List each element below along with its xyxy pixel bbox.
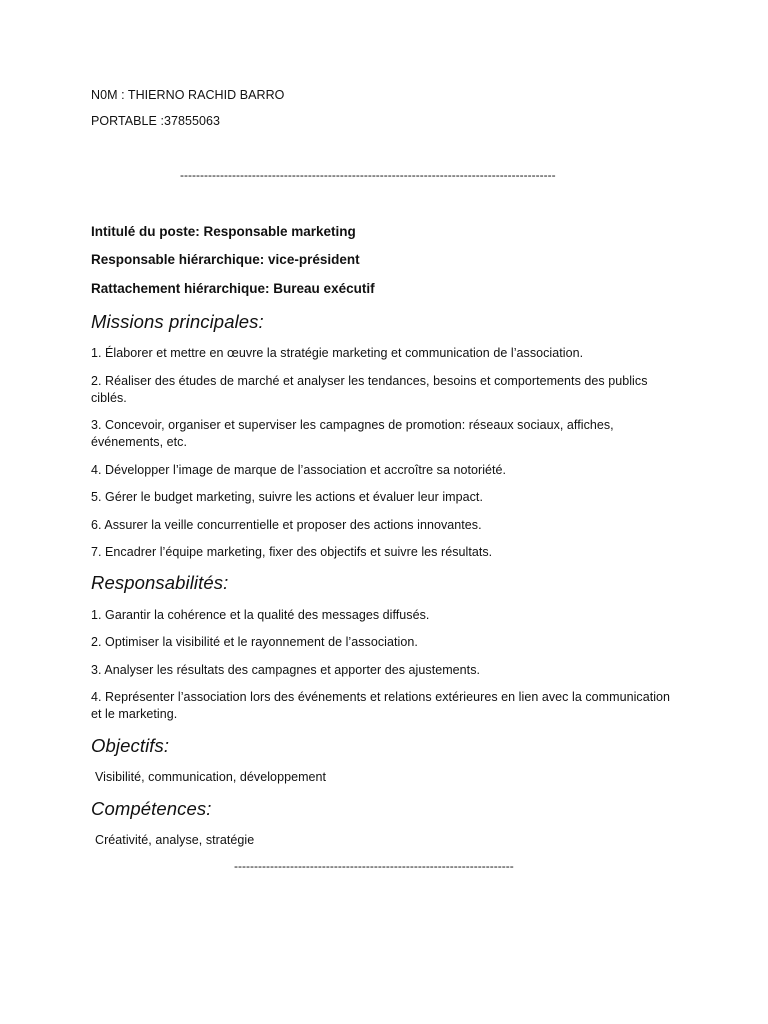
responsibility-item-4: 4. Représenter l’association lors des événements et relations extérieures en lien avec la communication et le marketing.: [91, 690, 671, 721]
separator-top: ----------------------------------------------------------------------------------------------: [180, 168, 556, 182]
objectives-text: Visibilité, communication, développement: [95, 770, 327, 784]
responsibility-item-3: 3. Analyser les résultats des campagnes et apporter des ajustements.: [91, 663, 481, 677]
missions-heading: Missions principales:: [91, 311, 264, 332]
mission-item-5: 5. Gérer le budget marketing, suivre les actions et évaluer leur impact.: [91, 490, 483, 504]
name-line: N0M : THIERNO RACHID BARRO: [91, 88, 285, 102]
job-title-line: Intitulé du poste: Responsable marketing: [91, 224, 356, 239]
manager-line: Responsable hiérarchique: vice-président: [91, 252, 360, 267]
mission-item-7: 7. Encadrer l’équipe marketing, fixer des objectifs et suivre les résultats.: [91, 545, 493, 559]
responsibility-item-2: 2. Optimiser la visibilité et le rayonnement de l’association.: [91, 635, 418, 649]
phone-line: PORTABLE :37855063: [91, 114, 220, 128]
skills-text: Créativité, analyse, stratégie: [95, 833, 255, 847]
objectives-heading: Objectifs:: [91, 735, 170, 756]
mission-item-3: 3. Concevoir, organiser et superviser les campagnes de promotion: réseaux sociaux, affiches, événements, etc.: [91, 418, 614, 449]
separator-bottom: ----------------------------------------------------------------------: [234, 859, 514, 873]
mission-item-6: 6. Assurer la veille concurrentielle et proposer des actions innovantes.: [91, 518, 482, 532]
responsibilities-heading: Responsabilités:: [91, 572, 229, 593]
mission-item-2: 2. Réaliser des études de marché et analyser les tendances, besoins et comportements des publics ciblés.: [91, 374, 648, 405]
responsibility-item-1: 1. Garantir la cohérence et la qualité des messages diffusés.: [91, 608, 430, 622]
skills-heading: Compétences:: [91, 798, 212, 819]
attachment-line: Rattachement hiérarchique: Bureau exécutif: [91, 281, 375, 296]
mission-item-4: 4. Développer l’image de marque de l’association et accroître sa notoriété.: [91, 463, 507, 477]
mission-item-1: 1. Élaborer et mettre en œuvre la stratégie marketing et communication de l’association.: [91, 346, 584, 360]
